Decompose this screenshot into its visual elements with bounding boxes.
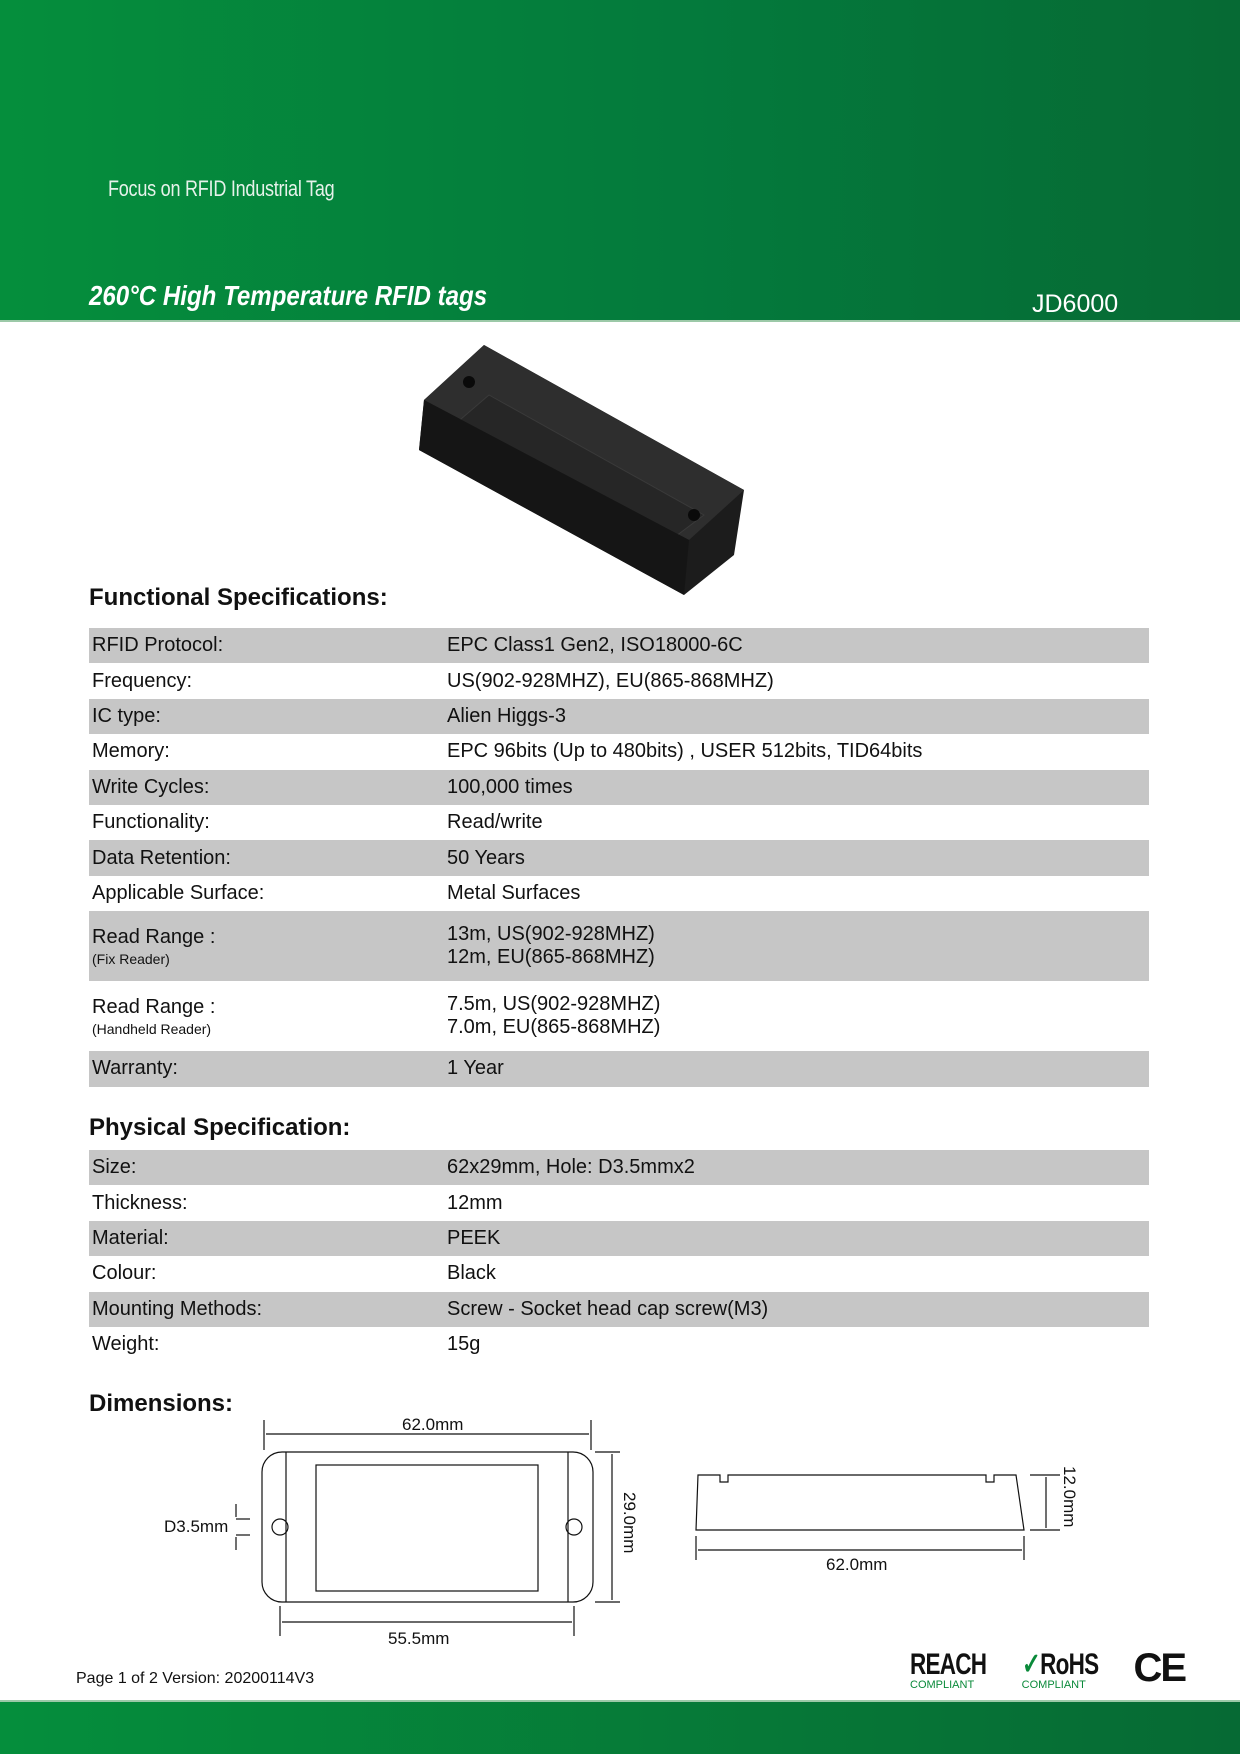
table-row xyxy=(89,1292,1149,1327)
table-row xyxy=(89,1185,1149,1220)
functional-specs-table xyxy=(89,628,1149,1087)
model-number: JD6000 xyxy=(1032,290,1119,318)
spec-value: 100,000 times xyxy=(447,775,573,798)
spec-value: 12mm xyxy=(447,1191,503,1214)
table-row xyxy=(89,981,1149,1051)
spec-value: US(902-928MHZ), EU(865-868MHZ) xyxy=(447,669,774,692)
dimensions-heading: Dimensions: xyxy=(89,1390,234,1417)
thickness-label: 12.0mm xyxy=(1060,1466,1079,1528)
tagline: Focus on RFID Industrial Tag xyxy=(108,176,335,201)
hole-label: D3.5mm xyxy=(164,1517,229,1536)
table-row xyxy=(89,628,1149,663)
ce-mark: CE xyxy=(1133,1646,1186,1690)
spec-label: RFID Protocol: xyxy=(92,634,224,657)
spec-sublabel: (Fix Reader) xyxy=(92,950,170,967)
spec-label: Read Range : xyxy=(92,995,216,1018)
spec-value: 15g xyxy=(447,1333,481,1356)
physical-heading: Physical Specification: xyxy=(89,1114,351,1141)
spec-value: 13m, US(902-928MHZ) xyxy=(447,923,655,946)
spec-label: Functionality: xyxy=(92,811,210,834)
spec-label: Applicable Surface: xyxy=(92,881,265,904)
inner-width-label: 55.5mm xyxy=(388,1629,450,1648)
table-row xyxy=(89,1221,1149,1256)
spec-value: Black xyxy=(447,1262,496,1285)
header-banner xyxy=(0,0,1240,322)
table-row xyxy=(89,699,1149,734)
spec-sublabel: (Handheld Reader) xyxy=(92,1020,212,1037)
spec-label: Weight: xyxy=(92,1333,160,1356)
physical-specs-table xyxy=(89,1150,1149,1362)
table-row xyxy=(89,1150,1149,1185)
spec-label: Thickness: xyxy=(92,1191,188,1214)
table-row xyxy=(89,805,1149,840)
spec-value: Metal Surfaces xyxy=(447,881,581,904)
spec-label: Memory: xyxy=(92,740,170,763)
spec-label: Size: xyxy=(92,1156,137,1179)
spec-value: Screw - Socket head cap screw(M3) xyxy=(447,1297,769,1320)
product-title: 260°C High Temperature RFID tags xyxy=(89,280,488,311)
spec-value: EPC 96bits (Up to 480bits) , USER 512bits, TID64bits xyxy=(447,740,923,763)
spec-label: Write Cycles: xyxy=(92,775,210,798)
spec-label: Frequency: xyxy=(92,669,193,692)
spec-value: 7.5m, US(902-928MHZ) xyxy=(447,993,661,1016)
table-row xyxy=(89,876,1149,911)
product-image xyxy=(414,340,754,600)
spec-value: Read/write xyxy=(447,811,543,834)
table-row xyxy=(89,840,1149,875)
spec-label: Read Range : xyxy=(92,925,216,948)
spec-value: 50 Years xyxy=(447,846,525,869)
dimension-drawing xyxy=(150,1410,1100,1650)
spec-label: IC type: xyxy=(92,704,161,727)
side-width-label: 62.0mm xyxy=(826,1555,888,1574)
spec-label: Mounting Methods: xyxy=(92,1297,263,1320)
certifications xyxy=(910,1646,1185,1691)
table-row xyxy=(89,663,1149,698)
spec-value: 7.0m, EU(865-868MHZ) xyxy=(447,1016,661,1039)
footer-banner xyxy=(0,1700,1240,1754)
spec-label: Warranty: xyxy=(92,1057,178,1080)
height-label: 29.0mm xyxy=(620,1492,639,1554)
reach-logo: REACH COMPLIANT xyxy=(910,1648,987,1691)
top-width-label: 62.0mm xyxy=(402,1415,464,1434)
spec-value: 1 Year xyxy=(447,1057,504,1080)
spec-value: EPC Class1 Gen2, ISO18000-6C xyxy=(447,634,743,657)
page-version: Page 1 of 2 Version: 20200114V3 xyxy=(76,1670,315,1687)
table-row xyxy=(89,1327,1149,1362)
table-row xyxy=(89,911,1149,981)
spec-value: 12m, EU(865-868MHZ) xyxy=(447,946,655,969)
spec-label: Data Retention: xyxy=(92,846,231,869)
table-row xyxy=(89,770,1149,805)
table-row xyxy=(89,734,1149,769)
rohs-logo: ✓RoHS COMPLIANT xyxy=(1021,1648,1099,1691)
table-row xyxy=(89,1051,1149,1086)
spec-label: Colour: xyxy=(92,1262,157,1285)
spec-value: Alien Higgs-3 xyxy=(447,704,566,727)
spec-value: PEEK xyxy=(447,1226,501,1249)
table-row xyxy=(89,1256,1149,1291)
spec-value: 62x29mm, Hole: D3.5mmx2 xyxy=(447,1156,695,1179)
spec-label: Material: xyxy=(92,1226,169,1249)
functional-heading: Functional Specifications: xyxy=(89,584,388,611)
